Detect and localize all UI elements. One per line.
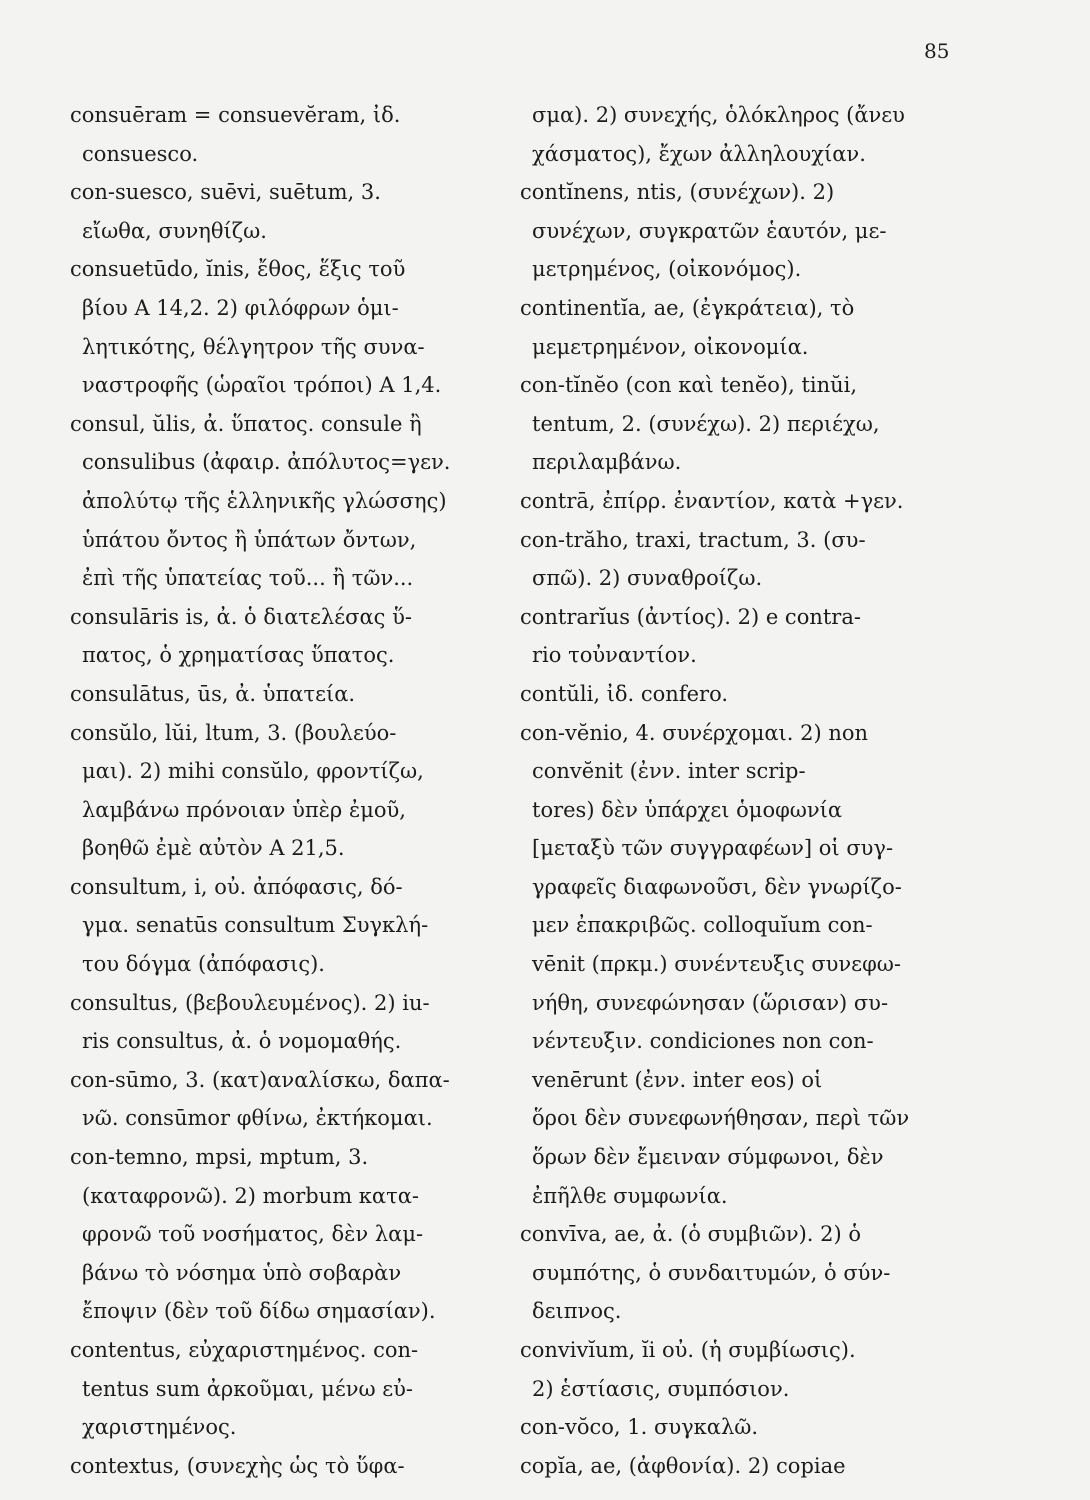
- dictionary-line: περιλαμβάνω.: [532, 450, 682, 475]
- dictionary-line: εἴωθα, συνηθίζω.: [82, 218, 267, 243]
- dictionary-line: ἔποψιν (δὲν τοῦ δίδω σημασίαν).: [82, 1299, 436, 1324]
- dictionary-line: σπῶ). 2) συναθροίζω.: [532, 566, 763, 591]
- dictionary-line: consŭlo, lŭi, ltum, 3. (βουλεύο-: [70, 720, 397, 745]
- dictionary-line: consulāris is, ἀ. ὁ διατελέσας ὕ-: [70, 604, 412, 629]
- dictionary-line: con-vĕnio, 4. συνέρχομαι. 2) non: [520, 720, 869, 745]
- dictionary-line: convīva, ae, ἀ. (ὁ συμβιῶν). 2) ὁ: [520, 1222, 862, 1247]
- dictionary-line: con-temno, mpsi, mptum, 3.: [70, 1145, 369, 1170]
- dictionary-line: contĭnens, ntis, (συνέχων). 2): [520, 180, 835, 205]
- dictionary-line: ris consultus, ἀ. ὁ νομομαθής.: [82, 1029, 402, 1054]
- dictionary-line: consuesco.: [82, 141, 199, 166]
- dictionary-line: con-trăho, traxi, tractum, 3. (συ-: [520, 527, 866, 552]
- dictionary-line: ὑπάτου ὄντος ἢ ὑπάτων ὄντων,: [82, 527, 417, 552]
- dictionary-line: του δόγμα (ἀπόφασις).: [82, 952, 325, 977]
- dictionary-line: contrā, ἐπίρρ. ἐναντίον, κατὰ +γεν.: [520, 488, 904, 513]
- dictionary-line: continentĭa, ae, (ἐγκράτεια), τὸ: [520, 295, 855, 320]
- dictionary-line: πατος, ὁ χρηματίσας ὕπατος.: [82, 643, 395, 668]
- dictionary-line: consuetūdo, ĭnis, ἔθος, ἕξις τοῦ: [70, 257, 406, 282]
- dictionary-line: σμα). 2) συνεχής, ὁλόκληρος (ἄνευ: [532, 103, 905, 127]
- dictionary-line: con-tĭnĕo (con καὶ tenĕo), tinŭi,: [520, 373, 858, 398]
- dictionary-line: con-sūmo, 3. (κατ)αναλίσκω, δαπα-: [70, 1067, 450, 1092]
- dictionary-line: χάσματος), ἔχων ἀλληλουχίαν.: [532, 141, 866, 166]
- dictionary-line: νῶ. consūmor φθίνω, ἐκτήκομαι.: [82, 1106, 433, 1131]
- dictionary-line: venērunt (ἐνν. inter eos) οἱ: [532, 1067, 823, 1092]
- dictionary-line: (καταφρονῶ). 2) morbum κατα-: [82, 1183, 420, 1208]
- dictionary-line: ἐπῆλθε συμφωνία.: [532, 1183, 728, 1208]
- dictionary-line: copĭa, ae, (ἀφθονία). 2) copiae: [520, 1453, 846, 1478]
- dictionary-line: consulibus (ἀφαιρ. ἀπόλυτος=γεν.: [82, 450, 451, 475]
- dictionary-line: rio τοὐναντίον.: [532, 643, 697, 668]
- dictionary-line: convĕnit (ἐνν. inter scrip-: [532, 759, 806, 784]
- dictionary-line: contentus, εὐχαριστημένος. con-: [70, 1338, 419, 1362]
- dictionary-line: γραφεῖς διαφωνοῦσι, δὲν γνωρίζο-: [532, 874, 902, 899]
- dictionary-line: consultus, (βεβουλευμένος). 2) iu-: [70, 990, 430, 1015]
- dictionary-line: βάνω τὸ νόσημα ὑπὸ σοβαρὰν: [82, 1260, 402, 1285]
- dictionary-line: ἀπολύτῳ τῆς ἑλληνικῆς γλώσσης): [82, 488, 447, 513]
- dictionary-line: ὅροι δὲν συνεφωνήθησαν, περὶ τῶν: [532, 1106, 910, 1131]
- dictionary-line: vēnit (πρκμ.) συνέντευξις συνεφω-: [532, 952, 901, 977]
- dictionary-line: βοηθῶ ἐμὲ αὐτὸν Α 21,5.: [82, 836, 345, 861]
- dictionary-line: νήθη, συνεφώνησαν (ὥρισαν) συ-: [532, 990, 889, 1015]
- dictionary-line: con-vŏco, 1. συγκαλῶ.: [520, 1415, 759, 1440]
- dictionary-line: μεμετρημένον, οἰκονομία.: [532, 334, 809, 359]
- dictionary-line: consuēram = consuevĕram, ἰδ.: [70, 103, 401, 127]
- dictionary-line: λητικότης, θέλγητρον τῆς συνα-: [82, 334, 425, 359]
- dictionary-line: δειπνος.: [532, 1299, 622, 1324]
- dictionary-line: tentus sum ἀρκοῦμαι, μένω εὐ-: [82, 1376, 414, 1401]
- dictionary-line: consulātus, ūs, ἀ. ὑπατεία.: [70, 681, 356, 706]
- dictionary-line: ναστροφῆς (ὡραῖοι τρόποι) Α 1,4.: [82, 373, 442, 398]
- dictionary-line: συμπότης, ὁ συνδαιτυμών, ὁ σύν-: [532, 1260, 891, 1285]
- dictionary-line: γμα. senatūs consultum Συγκλή-: [82, 913, 429, 938]
- dictionary-line: μαι). 2) mihi consŭlo, φροντίζω,: [82, 759, 424, 784]
- dictionary-line: consul, ŭlis, ἀ. ὕπατος. consule ἢ: [70, 411, 422, 436]
- dictionary-line: tores) δὲν ὑπάρχει ὁμοφωνία: [532, 797, 843, 822]
- dictionary-line: 2) ἑστίασις, συμπόσιον.: [532, 1376, 790, 1401]
- dictionary-line: contextus, (συνεχὴς ὡς τὸ ὕφα-: [70, 1453, 405, 1478]
- dictionary-line: tentum, 2. (συνέχω). 2) περιέχω,: [532, 411, 880, 436]
- dictionary-line: consultum, i, οὐ. ἀπόφασις, δό-: [70, 874, 403, 899]
- dictionary-line: con-suesco, suēvi, suētum, 3.: [70, 180, 381, 205]
- left-column: [70, 96, 510, 1485]
- dictionary-line: συνέχων, συγκρατῶν ἑαυτόν, με-: [532, 218, 887, 243]
- dictionary-line: ἐπὶ τῆς ὑπατείας τοῦ... ἢ τῶν...: [82, 566, 414, 591]
- dictionary-line: ὅρων δὲν ἔμειναν σύμφωνοι, δὲν: [532, 1145, 884, 1170]
- dictionary-line: μετρημένος, (οἰκονόμος).: [532, 257, 802, 282]
- dictionary-line: νέντευξιν. condiciones non con-: [532, 1029, 874, 1054]
- dictionary-line: contrarĭus (ἀντίος). 2) e contra-: [520, 604, 861, 629]
- page-number: 85: [924, 39, 950, 63]
- dictionary-line: λαμβάνω πρόνοιαν ὑπὲρ ἐμοῦ,: [82, 797, 406, 822]
- dictionary-line: [μεταξὺ τῶν συγγραφέων] οἱ συγ-: [532, 836, 894, 861]
- dictionary-line: φρονῶ τοῦ νοσήματος, δὲν λαμ-: [82, 1222, 424, 1247]
- dictionary-line: χαριστημένος.: [82, 1415, 237, 1440]
- dictionary-line: convivĭum, ĭi οὐ. (ἡ συμβίωσις).: [520, 1338, 856, 1362]
- dictionary-line: contŭli, ἰδ. confero.: [520, 681, 729, 706]
- dictionary-line: βίου Α 14,2. 2) φιλόφρων ὁμι-: [82, 295, 399, 320]
- dictionary-line: μεν ἐπακριβῶς. colloquĭum con-: [532, 913, 873, 938]
- right-column: [520, 96, 980, 1485]
